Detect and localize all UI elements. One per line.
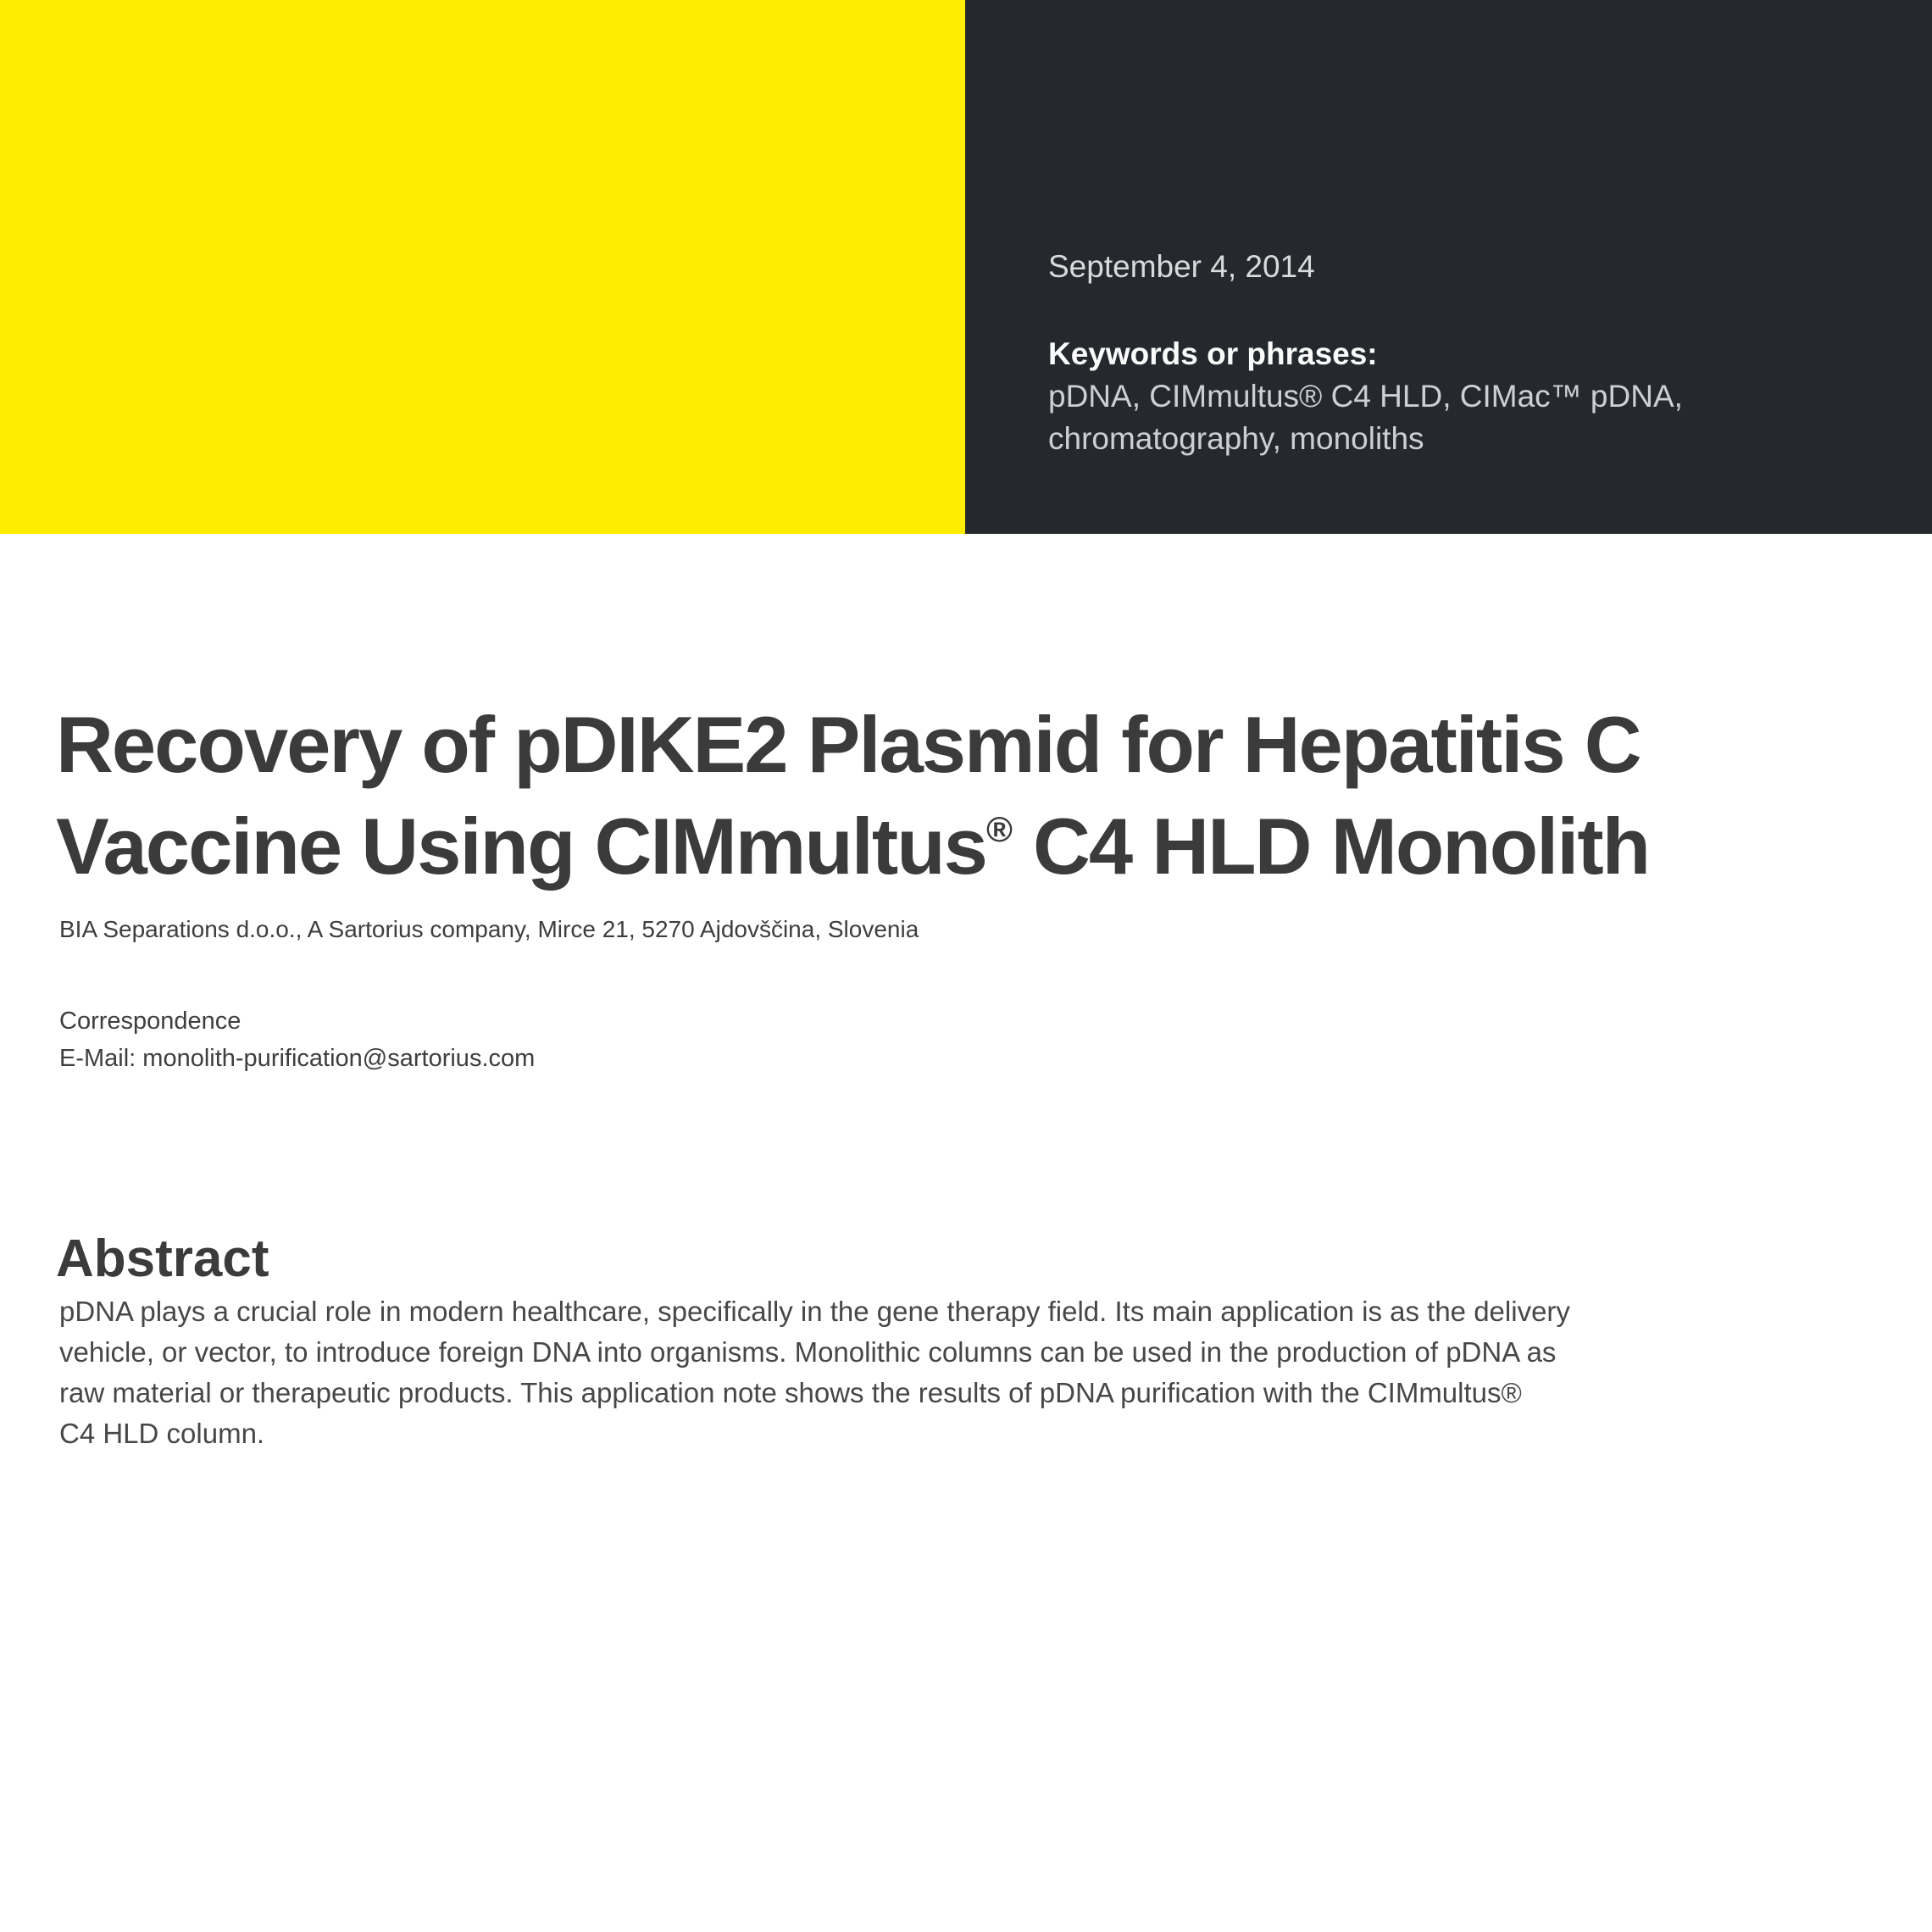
abstract-line-4: C4 HLD column.: [59, 1418, 265, 1449]
abstract-heading: Abstract: [56, 1230, 269, 1289]
document-title: [56, 694, 1649, 897]
brand-yellow-block: [0, 0, 965, 534]
correspondence-block: [59, 1002, 535, 1077]
registered-trademark-symbol: ®: [985, 808, 1013, 849]
author-affiliation: BIA Separations d.o.o., A Sartorius company, Mirce 21, 5270 Ajdovščina, Slovenia: [59, 916, 919, 942]
abstract-line-3: raw material or therapeutic products. This application note shows the results of pDNA purification with the CIMmultus®: [59, 1377, 1522, 1408]
correspondence-email: E-Mail: monolith-purification@sartorius.com: [59, 1045, 536, 1072]
document-title-line-1: Recovery of pDIKE2 Plasmid for Hepatitis C: [56, 699, 1641, 789]
keywords-line-2: chromatography, monoliths: [1048, 421, 1424, 456]
correspondence-label: Correspondence: [59, 1008, 242, 1035]
abstract-paragraph: [59, 1291, 1570, 1454]
publication-date: September 4, 2014: [1048, 249, 1315, 284]
keywords-label: Keywords or phrases:: [1048, 336, 1378, 371]
header-band: [0, 0, 1932, 534]
abstract-line-2: vehicle, or vector, to introduce foreign DNA into organisms. Monolithic columns can be used in the production of pDNA as: [59, 1336, 1557, 1368]
keywords-block: [1048, 333, 1683, 460]
keywords-line-1: pDNA, CIMmultus® C4 HLD, CIMac™ pDNA,: [1048, 379, 1683, 414]
abstract-line-1: pDNA plays a crucial role in modern healthcare, specifically in the gene therapy field. Its main application is as the delivery: [59, 1296, 1570, 1327]
document-title-line-2: Vaccine Using CIMmultus® C4 HLD Monolith: [56, 801, 1650, 891]
